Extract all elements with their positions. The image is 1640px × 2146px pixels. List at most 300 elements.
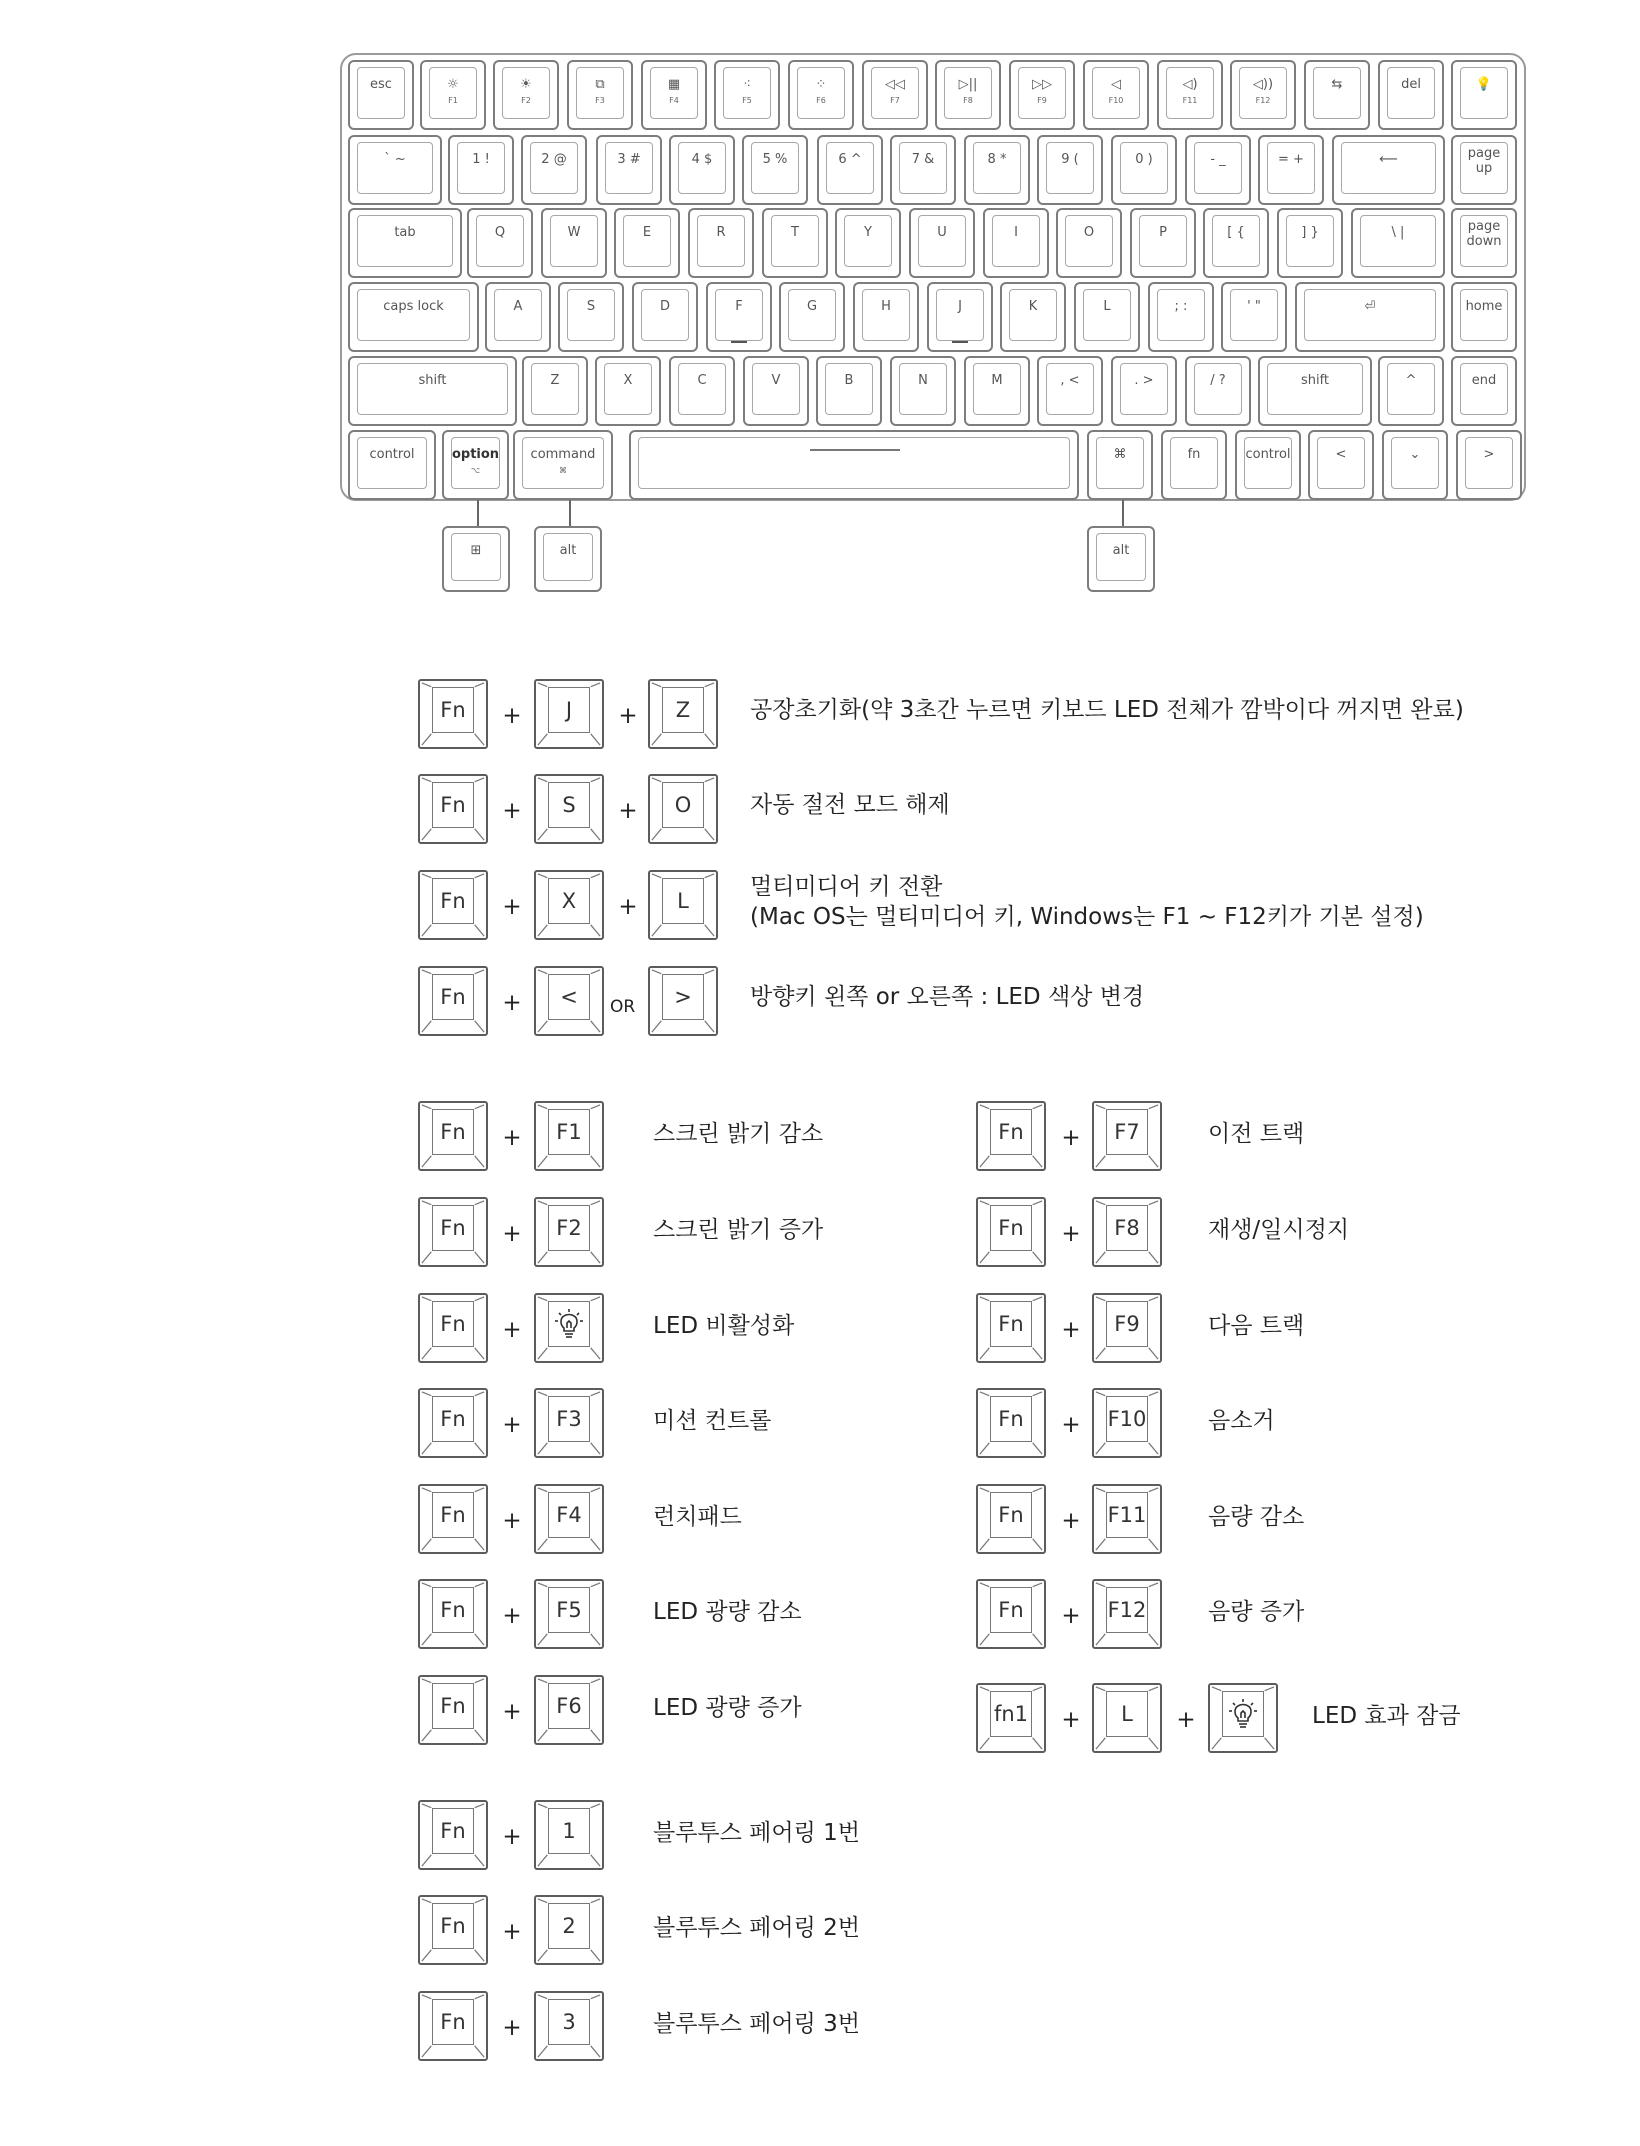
- kb-key-label: caps lock: [383, 299, 444, 314]
- alt-key-connector: [569, 500, 571, 526]
- kb-key-label: H: [881, 299, 891, 314]
- kb-key-label: [ {: [1227, 225, 1245, 240]
- keycap-label: F5: [556, 1598, 582, 1622]
- keycap-label: Fn: [440, 698, 466, 722]
- kb-key-label: 0 ): [1135, 152, 1153, 167]
- keycap-fn: [418, 966, 488, 1036]
- keycap-label: 3: [562, 2010, 576, 2034]
- kb-key-label: control: [1245, 447, 1291, 462]
- keycap-label: Fn: [440, 1694, 466, 1718]
- shortcut-description: 스크린 밝기 감소: [653, 1121, 824, 1147]
- keycap-label: F4: [556, 1503, 582, 1527]
- kb-key: [964, 356, 1030, 426]
- keycap-label: Fn: [440, 1819, 466, 1843]
- kb-key-label: - _: [1210, 152, 1226, 167]
- kb-key-label: 9 (: [1061, 152, 1079, 167]
- kb-key: [567, 60, 633, 130]
- lightbulb-icon: [1222, 1691, 1264, 1737]
- kb-key-label: home: [1465, 299, 1503, 314]
- kb-key: [1378, 356, 1444, 426]
- kb-key-label: ^: [1405, 373, 1417, 388]
- kb-key: [1037, 135, 1103, 205]
- keycap: [534, 1293, 604, 1363]
- kb-key: [467, 208, 533, 278]
- kb-key: [448, 135, 514, 205]
- keycap-label: Fn: [998, 1503, 1024, 1527]
- kb-key-sublabel: F1: [448, 96, 458, 105]
- kb-key: [1456, 430, 1522, 500]
- keycap-label: Fn: [998, 1598, 1024, 1622]
- keycap-fn: [976, 1579, 1046, 1649]
- kb-key-label: tab: [394, 225, 416, 240]
- plus-sign: +: [502, 2015, 522, 2041]
- kb-key: [935, 60, 1001, 130]
- kb-key: [1161, 430, 1227, 500]
- kb-key-label: ◁)): [1252, 77, 1274, 92]
- kb-key-label: control: [369, 447, 415, 462]
- shortcut-description: 멀티미디어 키 전환: [750, 874, 943, 900]
- keycap: [1092, 1293, 1162, 1363]
- kb-key-label: Q: [494, 225, 506, 240]
- kb-key: [493, 60, 559, 130]
- shortcut-description: 블루투스 페어링 1번: [653, 1820, 860, 1846]
- kb-key: [348, 356, 517, 426]
- kb-key-label: >: [1483, 447, 1495, 462]
- kb-alt-key: [534, 526, 602, 592]
- kb-key-label: D: [659, 299, 670, 314]
- plus-sign: +: [502, 894, 522, 920]
- kb-key-label: 8 *: [987, 152, 1007, 167]
- keycap-label: L: [677, 889, 689, 913]
- keycap-label: Fn: [998, 1407, 1024, 1431]
- shortcut-description: 이전 트랙: [1208, 1121, 1305, 1147]
- keycap: [534, 1388, 604, 1458]
- kb-key-label: del: [1401, 77, 1421, 92]
- alt-key-connector: [1122, 500, 1124, 526]
- kb-key-label: ▦: [667, 77, 681, 92]
- plus-sign: +: [1061, 1603, 1081, 1629]
- keycap: [534, 870, 604, 940]
- kb-key: [348, 282, 479, 352]
- keycap-label: Fn: [998, 1312, 1024, 1336]
- kb-key: [762, 208, 828, 278]
- kb-key-label: alt: [1112, 543, 1130, 558]
- keycap-fn: [418, 1991, 488, 2061]
- shortcut-description: LED 광량 감소: [653, 1599, 802, 1625]
- shortcut-description: 다음 트랙: [1208, 1313, 1305, 1339]
- keycap-fn: [418, 870, 488, 940]
- keycap-label: Fn: [440, 1120, 466, 1144]
- shortcut-description: 음소거: [1208, 1408, 1275, 1434]
- kb-key-label: S: [586, 299, 596, 314]
- kb-key: [1258, 356, 1372, 426]
- keycap: [534, 1800, 604, 1870]
- kb-key-label: 2 @: [541, 152, 567, 167]
- kb-key-sublabel: ⌘: [559, 466, 567, 475]
- kb-key: [1083, 60, 1149, 130]
- kb-key: [1258, 135, 1324, 205]
- kb-key: [788, 60, 854, 130]
- kb-key: [964, 135, 1030, 205]
- kb-key: [835, 208, 901, 278]
- kb-key-label: U: [937, 225, 947, 240]
- shortcut-description: LED 광량 증가: [653, 1695, 802, 1721]
- kb-key-label: ' ": [1247, 299, 1261, 314]
- kb-key: [779, 282, 845, 352]
- kb-key-label: T: [791, 225, 799, 240]
- kb-key-sublabel: F2: [521, 96, 531, 105]
- kb-key-label: ⌘: [1113, 447, 1127, 462]
- plus-sign: +: [1061, 1508, 1081, 1534]
- keycap-label: Z: [675, 698, 691, 722]
- kb-key: [742, 135, 808, 205]
- kb-key-label: <: [1335, 447, 1347, 462]
- kb-key: [1000, 282, 1066, 352]
- keycap-fn: [418, 1895, 488, 1965]
- kb-alt-key: [442, 526, 510, 592]
- kb-key: [348, 208, 462, 278]
- kb-key-label: 4 $: [691, 152, 713, 167]
- kb-key-sublabel: F10: [1108, 96, 1124, 105]
- or-label: OR: [610, 997, 636, 1017]
- kb-key: [890, 135, 956, 205]
- keycap-fn: [976, 1101, 1046, 1171]
- kb-key-label: E: [642, 225, 652, 240]
- shortcut-description: 음량 증가: [1208, 1599, 1305, 1625]
- kb-key-sublabel: F4: [669, 96, 679, 105]
- keycap-fn: [418, 1675, 488, 1745]
- kb-key-sublabel: F8: [963, 96, 973, 105]
- kb-alt-key: [1087, 526, 1155, 592]
- kb-key-label: ; :: [1174, 299, 1188, 314]
- plus-sign: +: [1061, 1317, 1081, 1343]
- keycap-label: Fn: [440, 985, 466, 1009]
- keycap-label: Fn: [440, 889, 466, 913]
- kb-key-label: ▷▷: [1032, 77, 1052, 92]
- kb-key-label: ☼: [447, 77, 459, 92]
- kb-key-label: shift: [418, 373, 447, 388]
- kb-key: [558, 282, 624, 352]
- home-row-bump: [731, 341, 747, 343]
- kb-key: [853, 282, 919, 352]
- kb-key-label: W: [567, 225, 581, 240]
- keycap: [648, 966, 718, 1036]
- kb-key: [641, 60, 707, 130]
- keycap-label: 2: [562, 1914, 576, 1938]
- plus-sign: +: [502, 1824, 522, 1850]
- kb-key: [348, 430, 436, 500]
- kb-key-label: = +: [1278, 152, 1304, 167]
- shortcut-description: 방향키 왼쪽 or 오른쪽 : LED 색상 변경: [750, 984, 1145, 1010]
- plus-sign: +: [618, 894, 638, 920]
- kb-key: [1185, 356, 1251, 426]
- kb-key: [1203, 208, 1269, 278]
- keycap-label: F11: [1107, 1503, 1147, 1527]
- kb-key-sublabel: ⌥: [470, 466, 481, 475]
- kb-key-label: ◁◁: [885, 77, 905, 92]
- kb-key: [1037, 356, 1103, 426]
- plus-sign: +: [502, 1412, 522, 1438]
- kb-key-sublabel: F5: [742, 96, 752, 105]
- keycap-fn: [976, 1197, 1046, 1267]
- kb-key-label: 💡: [1475, 77, 1493, 92]
- kb-key: [743, 356, 809, 426]
- kb-key: [1157, 60, 1223, 130]
- kb-key: [816, 356, 882, 426]
- keycap-label: S: [562, 793, 576, 817]
- kb-key: [909, 208, 975, 278]
- kb-key: [1111, 135, 1177, 205]
- kb-key: [1230, 60, 1296, 130]
- kb-key: [595, 356, 661, 426]
- plus-sign: +: [1061, 1125, 1081, 1151]
- kb-key-label: / ?: [1210, 373, 1226, 388]
- keycap-label: F9: [1114, 1312, 1140, 1336]
- plus-sign: +: [1176, 1707, 1196, 1733]
- shortcut-description: 공장초기화(약 3초간 누르면 키보드 LED 전체가 깜박이다 꺼지면 완료): [750, 697, 1464, 723]
- kb-key: [1148, 282, 1214, 352]
- plus-sign: +: [502, 1603, 522, 1629]
- kb-key-label: ⇆: [1331, 77, 1343, 92]
- keycap-label: Fn: [440, 1407, 466, 1431]
- kb-key: [1074, 282, 1140, 352]
- keycap-label: F2: [556, 1216, 582, 1240]
- kb-key-sublabel: F7: [890, 96, 900, 105]
- keycap-label: F12: [1107, 1598, 1147, 1622]
- kb-key: [1451, 60, 1517, 130]
- kb-key-label: alt: [559, 543, 577, 558]
- kb-key-label: \ |: [1391, 225, 1405, 240]
- keycap: [1092, 1484, 1162, 1554]
- shortcut-description: 스크린 밝기 증가: [653, 1217, 824, 1243]
- kb-key: [442, 430, 509, 500]
- kb-key: [1009, 60, 1075, 130]
- kb-key: [890, 356, 956, 426]
- keycap-fn: [418, 1579, 488, 1649]
- kb-key: [1056, 208, 1122, 278]
- keycap: [1092, 1579, 1162, 1649]
- plus-sign: +: [618, 703, 638, 729]
- kb-key: [541, 208, 607, 278]
- plus-sign: +: [1061, 1221, 1081, 1247]
- keycap-label: X: [561, 889, 577, 913]
- plus-sign: +: [502, 1125, 522, 1151]
- keycap-label: F6: [556, 1694, 582, 1718]
- keycap-label: Fn: [440, 1312, 466, 1336]
- shortcut-description: 재생/일시정지: [1208, 1217, 1350, 1243]
- kb-key-label: ⁘: [815, 77, 827, 92]
- keycap: [648, 870, 718, 940]
- plus-sign: +: [1061, 1707, 1081, 1733]
- keycap-label: Fn: [998, 1120, 1024, 1144]
- kb-key-label: 7 &: [911, 152, 935, 167]
- kb-key: [522, 356, 588, 426]
- kb-key-sublabel: F3: [595, 96, 605, 105]
- keycap: [534, 1579, 604, 1649]
- home-row-bump: [952, 341, 968, 343]
- keycap-label: F3: [556, 1407, 582, 1431]
- kb-key: [927, 282, 993, 352]
- kb-key: [706, 282, 772, 352]
- kb-key: [1308, 430, 1374, 500]
- kb-key-sublabel: F11: [1182, 96, 1198, 105]
- kb-key: [1235, 430, 1301, 500]
- plus-sign: +: [502, 1317, 522, 1343]
- kb-key: [817, 135, 883, 205]
- kb-key-label: command: [530, 447, 596, 462]
- plus-sign: +: [502, 703, 522, 729]
- kb-key: [669, 356, 735, 426]
- kb-key-label: 6 ^: [838, 152, 862, 167]
- lightbulb-icon: [548, 1301, 590, 1347]
- keycap-fn: [418, 774, 488, 844]
- kb-key-label: Z: [550, 373, 560, 388]
- keycap-label: Fn: [440, 1216, 466, 1240]
- keycap-label: fn1: [993, 1702, 1029, 1726]
- plus-sign: +: [502, 1919, 522, 1945]
- shortcut-description-note: (Mac OS는 멀티미디어 키, Windows는 F1 ~ F12키가 기본 설정): [750, 904, 1424, 930]
- kb-key: [1451, 208, 1517, 278]
- kb-key: [1451, 135, 1517, 205]
- kb-key: [1451, 282, 1517, 352]
- kb-key-label: ◁): [1182, 77, 1198, 92]
- plus-sign: +: [502, 798, 522, 824]
- shortcut-description: 자동 절전 모드 해제: [750, 792, 950, 818]
- plus-sign: +: [502, 1699, 522, 1725]
- keycap-label: F7: [1114, 1120, 1140, 1144]
- kb-key-label: page down: [1466, 219, 1502, 249]
- keycap: [534, 1895, 604, 1965]
- shortcut-description: LED 효과 잠금: [1312, 1703, 1461, 1729]
- kb-key: [596, 135, 662, 205]
- kb-key-label: ⌄: [1409, 447, 1421, 462]
- kb-key-label: K: [1028, 299, 1038, 314]
- kb-key: [714, 60, 780, 130]
- kb-key: [1332, 135, 1445, 205]
- plus-sign: +: [502, 990, 522, 1016]
- shortcut-description: 음량 감소: [1208, 1504, 1305, 1530]
- kb-key: [983, 208, 1049, 278]
- kb-key-label: ◁: [1111, 77, 1121, 92]
- kb-key-label: 3 #: [617, 152, 641, 167]
- kb-key-label: ⁖: [743, 77, 751, 92]
- keycap-label: Fn: [440, 1598, 466, 1622]
- kb-key: [1382, 430, 1448, 500]
- kb-key-label: 5 %: [762, 152, 788, 167]
- kb-key: [1087, 430, 1153, 500]
- kb-key-label: 1 !: [472, 152, 490, 167]
- kb-key-label: A: [513, 299, 523, 314]
- kb-key: [688, 208, 754, 278]
- kb-key: [614, 208, 680, 278]
- kb-key: [1277, 208, 1343, 278]
- keycap: [648, 774, 718, 844]
- keycap-fn: [976, 1484, 1046, 1554]
- kb-key: [1185, 135, 1251, 205]
- alt-key-connector: [477, 500, 479, 526]
- shortcut-description: LED 비활성화: [653, 1313, 795, 1339]
- keycap-fn1: [976, 1683, 1046, 1753]
- keycap-label: Fn: [440, 1914, 466, 1938]
- keycap-label: L: [1121, 1702, 1133, 1726]
- keycap-fn: [976, 1388, 1046, 1458]
- kb-key: [1304, 60, 1370, 130]
- keycap-label: Fn: [440, 793, 466, 817]
- keycap-fn: [418, 1101, 488, 1171]
- kb-key: [1111, 356, 1177, 426]
- keycap: [534, 1991, 604, 2061]
- keycap-label: Fn: [998, 1216, 1024, 1240]
- kb-key: [632, 282, 698, 352]
- kb-key: [1295, 282, 1445, 352]
- keycap-label: O: [674, 793, 692, 817]
- kb-key-label: end: [1471, 373, 1497, 388]
- keycap-label: Fn: [440, 2010, 466, 2034]
- keycap: [648, 679, 718, 749]
- keycap: [534, 1675, 604, 1745]
- spacebar-line: [810, 449, 900, 451]
- keycap-fn: [418, 1197, 488, 1267]
- keycap-label: F10: [1107, 1407, 1147, 1431]
- plus-sign: +: [1061, 1412, 1081, 1438]
- kb-key-label: . >: [1134, 373, 1154, 388]
- kb-key-label: V: [771, 373, 781, 388]
- kb-key-label: shift: [1300, 373, 1330, 388]
- keycap: [1092, 1683, 1162, 1753]
- kb-key-label: fn: [1187, 447, 1201, 462]
- kb-key: [348, 60, 414, 130]
- kb-key-label: ⟵: [1379, 152, 1398, 167]
- keycap-fn: [418, 1484, 488, 1554]
- keycap: [534, 966, 604, 1036]
- kb-key-label: ⏎: [1364, 299, 1376, 314]
- kb-key-label: L: [1103, 299, 1111, 314]
- kb-key: [1351, 208, 1445, 278]
- keycap: [1092, 1388, 1162, 1458]
- shortcut-description: 미션 컨트롤: [653, 1408, 772, 1434]
- kb-key: [348, 135, 442, 205]
- shortcut-description: 런치패드: [653, 1504, 742, 1530]
- kb-key-label: ▷||: [958, 77, 978, 92]
- kb-key: [420, 60, 486, 130]
- shortcut-description: 블루투스 페어링 2번: [653, 1915, 860, 1941]
- kb-key-label: O: [1083, 225, 1095, 240]
- kb-key: [513, 430, 613, 500]
- keycap-label: <: [560, 985, 578, 1009]
- kb-key-label: option: [451, 447, 500, 462]
- keycap: [534, 1101, 604, 1171]
- keycap: [1092, 1197, 1162, 1267]
- kb-key-label: ` ~: [384, 152, 406, 167]
- kb-key-label: J: [958, 299, 962, 314]
- kb-key-label: N: [918, 373, 928, 388]
- keycap-fn: [418, 679, 488, 749]
- keycap: [1092, 1101, 1162, 1171]
- keycap: [534, 679, 604, 749]
- kb-key: [485, 282, 551, 352]
- kb-key: [521, 135, 587, 205]
- kb-key-label: page up: [1467, 146, 1501, 176]
- keycap-label: >: [674, 985, 692, 1009]
- shortcut-description: 블루투스 페어링 3번: [653, 2011, 860, 2037]
- plus-sign: +: [502, 1508, 522, 1534]
- kb-key-label: , <: [1060, 373, 1080, 388]
- kb-key: [629, 430, 1079, 500]
- kb-key: [669, 135, 735, 205]
- keycap-label: F8: [1114, 1216, 1140, 1240]
- keycap-label: Fn: [440, 1503, 466, 1527]
- kb-key-label: R: [716, 225, 726, 240]
